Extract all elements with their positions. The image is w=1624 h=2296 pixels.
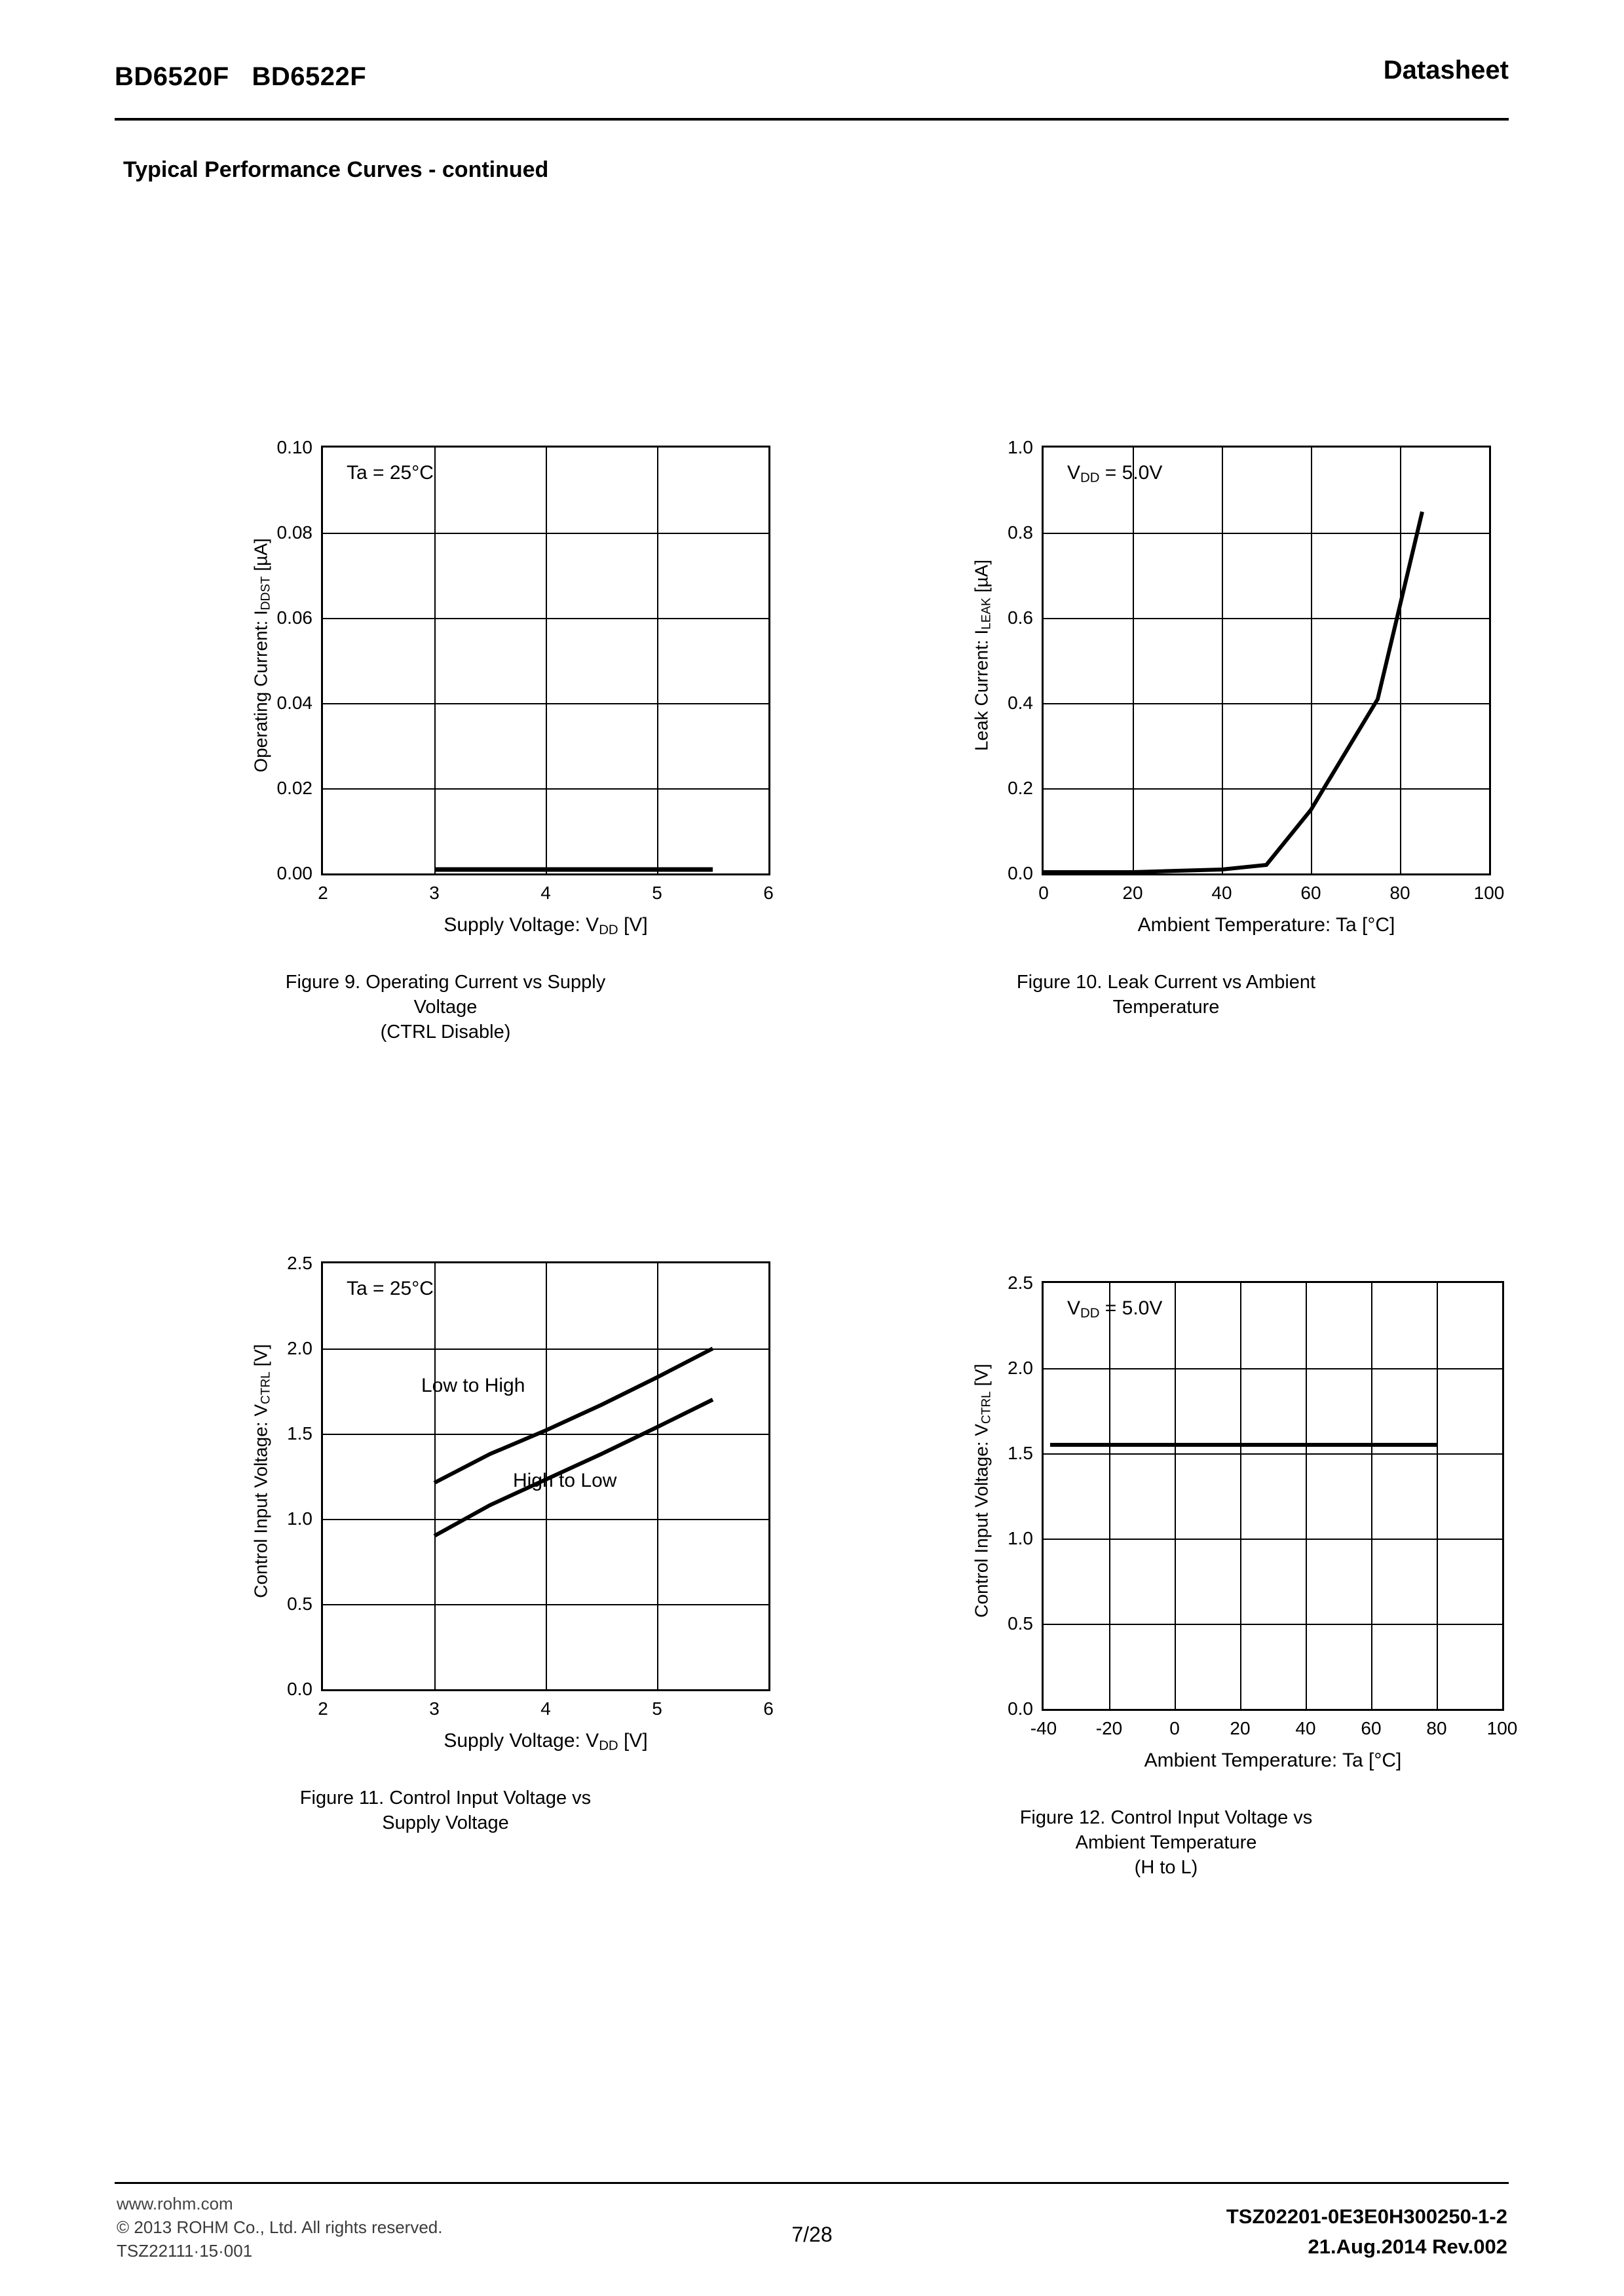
figure-9-caption-line: (CTRL Disable) [380,1022,511,1043]
figure-11-curve-label-low-to-high: Low to High [421,1375,525,1396]
figure-10-caption-line: Figure 10. Leak Current vs Ambient [1016,972,1316,993]
figure-11-xtick: 3 [429,1698,440,1719]
figure-12-caption [845,1805,1487,1880]
footer-website-link[interactable]: www.rohm.com [117,2194,233,2213]
figure-9-caption [124,970,766,1044]
figure-9-series-line [323,448,768,873]
figure-12-series-line [1044,1283,1502,1709]
figure-12-plot-area [1008,1272,1518,1771]
figure-11-ytick: 0.0 [287,1679,312,1699]
figure-9-ytick: 0.08 [276,522,312,543]
header-divider [115,118,1509,121]
figure-12-ytick: 2.5 [1008,1272,1033,1293]
figure-12-xtick: 0 [1169,1718,1180,1738]
figure-12-xtick: 80 [1426,1718,1447,1738]
figure-12-ytick: 1.0 [1008,1528,1033,1548]
figure-12-ytick: 0.0 [1008,1698,1033,1719]
figure-10-ytick: 0.0 [1008,863,1033,883]
figure-10-xtick: 100 [1473,883,1505,903]
footer-copyright: © 2013 ROHM Co., Ltd. All rights reserved. [117,2217,443,2237]
footer-page-number: 7/28 [791,2223,833,2246]
figure-10-xtick: 60 [1300,883,1321,903]
figure-10 [845,432,1505,1020]
part-numbers: BD6520F BD6522F [115,62,367,91]
document-type-label: Datasheet [1383,56,1509,85]
figure-9-ytick: 0.00 [276,863,312,883]
footer-divider [115,2182,1509,2184]
footer-doc-code: TSZ22111·15·001 [117,2241,253,2261]
figure-9-caption-line: Figure 9. Operating Current vs Supply [285,972,606,993]
figure-9 [124,432,774,1044]
figure-9-condition-annotation: Ta = 25°C [347,462,434,484]
figure-12-ytick: 0.5 [1008,1613,1033,1634]
figure-9-ytick: 0.10 [276,437,312,457]
figure-12-caption-line: (H to L) [1134,1857,1198,1878]
figure-10-series-line [1044,448,1489,873]
footer-revision: 21.Aug.2014 Rev.002 [1308,2235,1507,2258]
figure-11-ytick: 0.5 [287,1594,312,1614]
figure-11-condition-annotation: Ta = 25°C [347,1278,434,1299]
figure-10-ytick: 1.0 [1008,437,1033,457]
figure-11-curve-label-high-to-low: High to Low [513,1470,617,1491]
page-header [115,56,1509,115]
section-title: Typical Performance Curves - continued [123,157,549,182]
figure-11-xtick: 6 [763,1698,774,1719]
figure-10-xtick: 40 [1211,883,1232,903]
figure-9-ytick: 0.02 [276,778,312,798]
figure-11-xtick: 4 [540,1698,551,1719]
figure-9-x-axis-label: Supply Voltage: $V_{DD}$ [V] [444,914,648,938]
figure-11-ytick: 2.5 [287,1253,312,1273]
figure-11-series-lines [323,1263,768,1689]
figure-10-ytick: 0.4 [1008,693,1033,713]
figure-11-ytick: 2.0 [287,1338,312,1358]
figure-12-x-axis-label: Ambient Temperature: Ta [°C] [1144,1750,1402,1771]
figure-10-xtick: 20 [1122,883,1143,903]
figure-12-caption-line: Ambient Temperature [1075,1832,1257,1853]
figure-10-chart [845,432,1505,936]
figure-12-ytick: 2.0 [1008,1358,1033,1378]
figure-10-xtick: 80 [1389,883,1410,903]
figure-12-xtick: 60 [1361,1718,1382,1738]
figure-10-ytick: 0.6 [1008,607,1033,628]
figure-12-condition-annotation: $V_{DD} = 5.0V$ [1067,1297,1163,1321]
figure-10-caption-line: Temperature [1112,997,1220,1018]
figure-12-xtick: 40 [1295,1718,1316,1738]
figure-12-caption-line: Figure 12. Control Input Voltage vs [1019,1807,1313,1828]
figure-9-ytick: 0.04 [276,693,312,713]
figure-9-ytick: 0.06 [276,607,312,628]
figure-11-caption [124,1786,766,1835]
footer-right-block [1226,2202,1507,2262]
footer-doc-id: TSZ02201-0E3E0H300250-1-2 [1226,2205,1507,2228]
figure-10-ytick: 0.8 [1008,522,1033,543]
figure-9-y-axis-label: Operating Current: $I_{DDST}$ [µA] [250,538,273,773]
figure-9-xtick: 6 [763,883,774,903]
figure-11-xtick: 5 [652,1698,662,1719]
figure-11-ytick: 1.0 [287,1508,312,1529]
figure-9-xtick: 5 [652,883,662,903]
figure-12-xtick: 20 [1230,1718,1251,1738]
figure-9-xtick: 3 [429,883,440,903]
figure-12-chart [845,1268,1518,1771]
figure-9-xtick: 4 [540,883,551,903]
figure-12-xtick: -40 [1030,1718,1057,1738]
figure-11-y-axis-label: Control Input Voltage: $V_{CTRL}$ [V] [250,1344,273,1598]
figure-9-plot-area [276,437,774,938]
figure-10-plot-area [1008,437,1505,936]
figure-12-y-axis-label: Control Input Voltage: $V_{CTRL}$ [V] [971,1364,994,1618]
figure-11-x-axis-label: Supply Voltage: $V_{DD}$ [V] [444,1730,648,1753]
figure-10-xtick: 0 [1038,883,1049,903]
figure-11-caption-line: Supply Voltage [382,1812,509,1833]
figure-12 [845,1268,1518,1880]
figure-11-ytick: 1.5 [287,1423,312,1444]
figure-10-x-axis-label: Ambient Temperature: Ta [°C] [1137,914,1395,936]
figure-10-condition-annotation: $V_{DD} = 5.0V$ [1067,462,1163,486]
figure-12-xtick: -20 [1095,1718,1123,1738]
figure-12-xtick: 100 [1486,1718,1518,1738]
figure-11-chart [124,1248,774,1753]
figure-10-caption [845,970,1487,1020]
figure-9-caption-line: Voltage [413,997,478,1018]
figure-11-xtick: 2 [318,1698,328,1719]
figure-11 [124,1248,774,1835]
figure-12-ytick: 1.5 [1008,1443,1033,1463]
figure-11-plot-area [287,1253,774,1753]
figure-10-ytick: 0.2 [1008,778,1033,798]
figure-9-xtick: 2 [318,883,328,903]
figure-10-y-axis-label: Leak Current: $I_{LEAK}$ [µA] [971,559,994,752]
figure-11-caption-line: Figure 11. Control Input Voltage vs [299,1788,592,1808]
figure-9-chart [124,432,774,938]
